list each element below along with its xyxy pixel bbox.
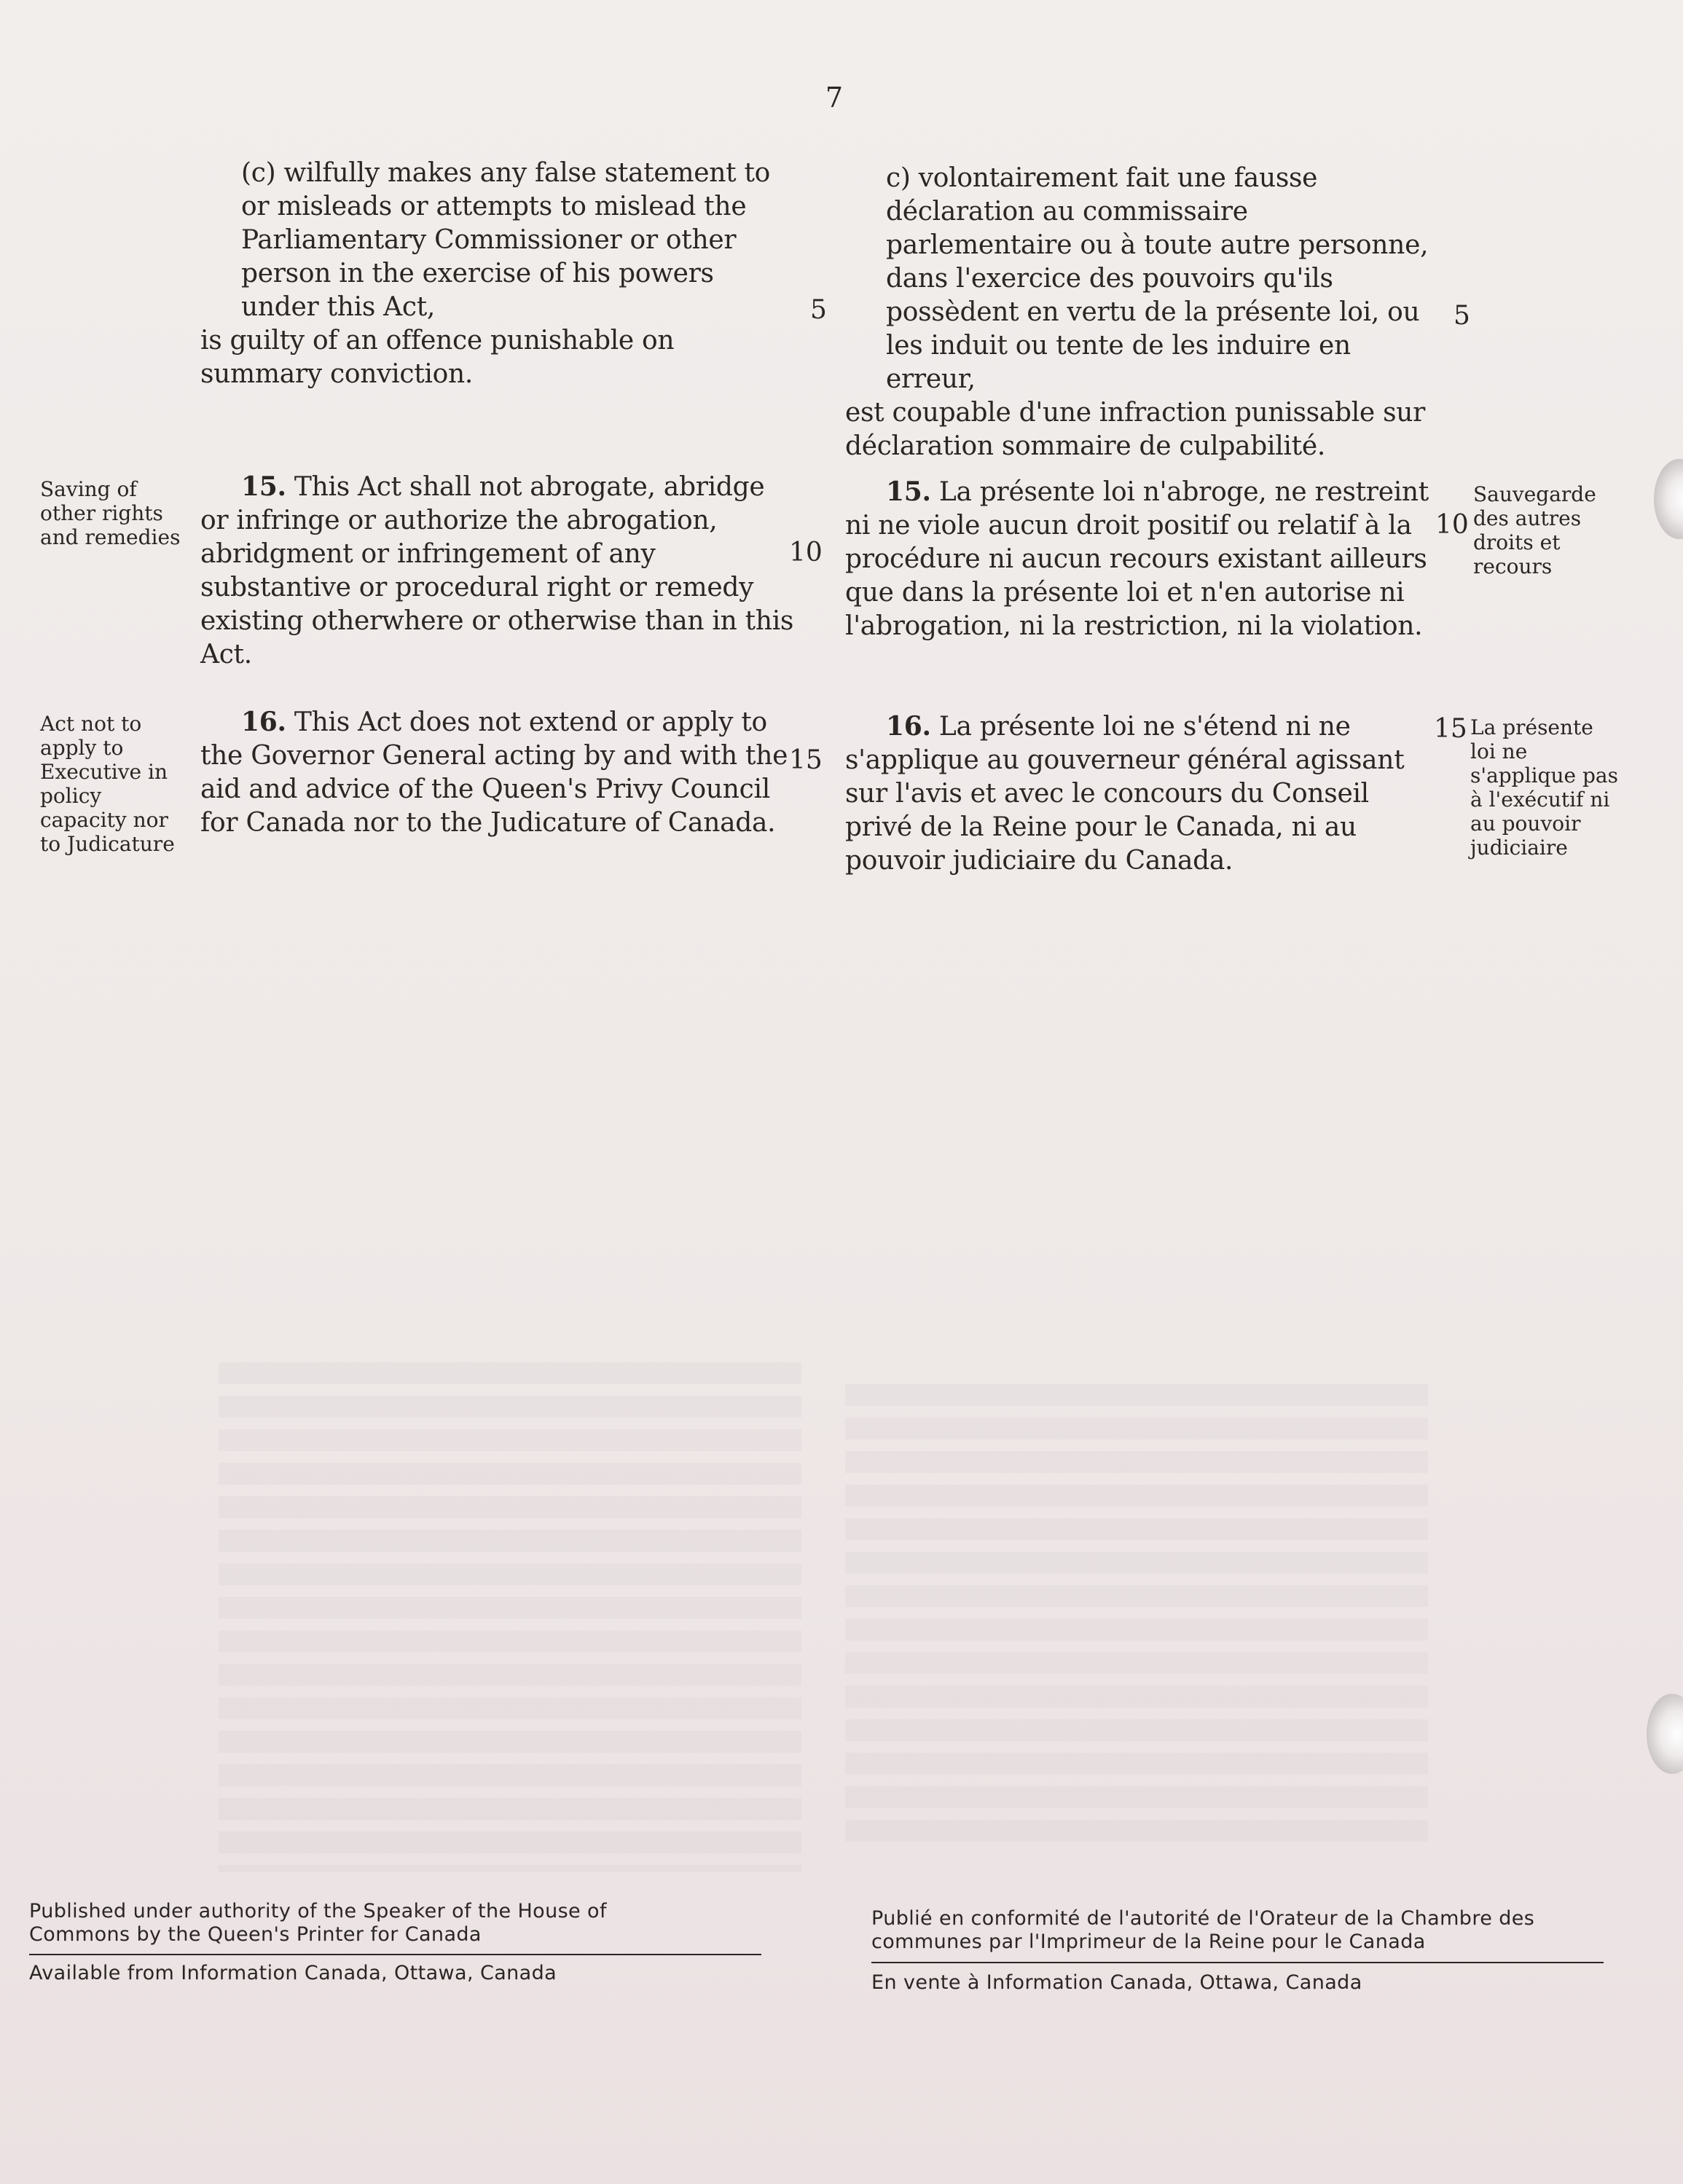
french-s15-number: 15. bbox=[886, 476, 931, 507]
english-margin-note-15: Saving of other rights and remedies bbox=[40, 477, 181, 549]
french-line-number-10: 10 bbox=[1435, 510, 1469, 540]
english-line-number-10: 10 bbox=[789, 538, 823, 567]
page-number: 7 bbox=[825, 82, 844, 114]
english-c-closing: is guilty of an offence punishable on summary conviction. bbox=[200, 326, 675, 389]
bleed-through-shadow-right bbox=[845, 1384, 1428, 1850]
english-s16-number: 16. bbox=[241, 707, 286, 737]
english-c-item bbox=[200, 157, 794, 391]
french-margin-note-15: Sauvegarde des autres droits et recours bbox=[1473, 482, 1596, 578]
french-paragraph-c: c) volontairement fait une fausse déclaration au commissaire parlementaire ou à toute autre personne, dans l'exercice des pouvoirs qu'ils possèdent en vertu de la présente loi, ou les induit ou tente de les induire en erreur, bbox=[886, 163, 1429, 394]
english-s15-text: This Act shall not abrogate, abridge or infringe or authorize the abrogation, abridgment or infringement of any substantive or procedural right or remedy existing otherwhere or otherwise than in this Act. bbox=[200, 472, 794, 669]
french-c-closing: est coupable d'une infraction punissable sur déclaration sommaire de culpabilité. bbox=[845, 398, 1426, 461]
english-footer-available: Available from Information Canada, Ottawa, Canada bbox=[29, 1962, 557, 1984]
french-c-item bbox=[845, 162, 1435, 463]
english-paragraph-c: (c) wilfully makes any false statement to or misleads or attempts to mislead the Parliamentary Commissioner or other person in the exercise of his powers under this Act, bbox=[241, 158, 770, 322]
english-footer-published: Published under authority of the Speaker of the House of Commons by the Queen's Printer for Canada bbox=[29, 1900, 607, 1946]
english-line-number-5: 5 bbox=[810, 295, 827, 325]
english-margin-note-16: Act not to apply to Executive in policy capacity nor to Judicature bbox=[40, 712, 175, 856]
french-s15-text: La présente loi n'abroge, ne restreint ni ne viole aucun droit positif ou relatif à la procédure ni aucun recours existant ailleurs que dans la présente loi et n'en autorise ni l'abrogation, ni la restriction, ni la violation. bbox=[845, 477, 1429, 641]
french-footer-rule bbox=[871, 1962, 1604, 1963]
english-section-15 bbox=[200, 470, 794, 672]
english-s16-text: This Act does not extend or apply to the Governor General acting by and with the aid and advice of the Queen's Privy Council for Canada nor to the Judicature of Canada. bbox=[200, 707, 788, 838]
english-s15-number: 15. bbox=[241, 471, 286, 502]
bleed-through-shadow bbox=[219, 1362, 801, 1872]
french-margin-note-16: La présente loi ne s'applique pas à l'exécutif ni au pouvoir judiciaire bbox=[1470, 715, 1618, 860]
english-footer-rule bbox=[29, 1954, 761, 1955]
english-section-16 bbox=[200, 705, 794, 840]
binder-hole-top bbox=[1654, 459, 1683, 539]
french-s16-text: La présente loi ne s'étend ni ne s'applique au gouverneur général agissant sur l'avis et avec le concours du Conseil privé de la Reine pour le Canada, ni au pouvoir judiciaire du Canada. bbox=[845, 712, 1405, 876]
french-footer-published: Publié en conformité de l'autorité de l'Orateur de la Chambre des communes par l'Imprimeur de la Reine pour le Canada bbox=[871, 1907, 1535, 1953]
binder-hole-bottom bbox=[1647, 1694, 1683, 1774]
french-section-16 bbox=[845, 710, 1435, 878]
english-line-number-15: 15 bbox=[789, 745, 823, 775]
french-line-number-15: 15 bbox=[1434, 714, 1467, 744]
french-section-15 bbox=[845, 475, 1435, 643]
french-footer-available: En vente à Information Canada, Ottawa, Canada bbox=[871, 1971, 1362, 1994]
french-s16-number: 16. bbox=[886, 711, 931, 742]
french-line-number-5: 5 bbox=[1454, 301, 1470, 331]
